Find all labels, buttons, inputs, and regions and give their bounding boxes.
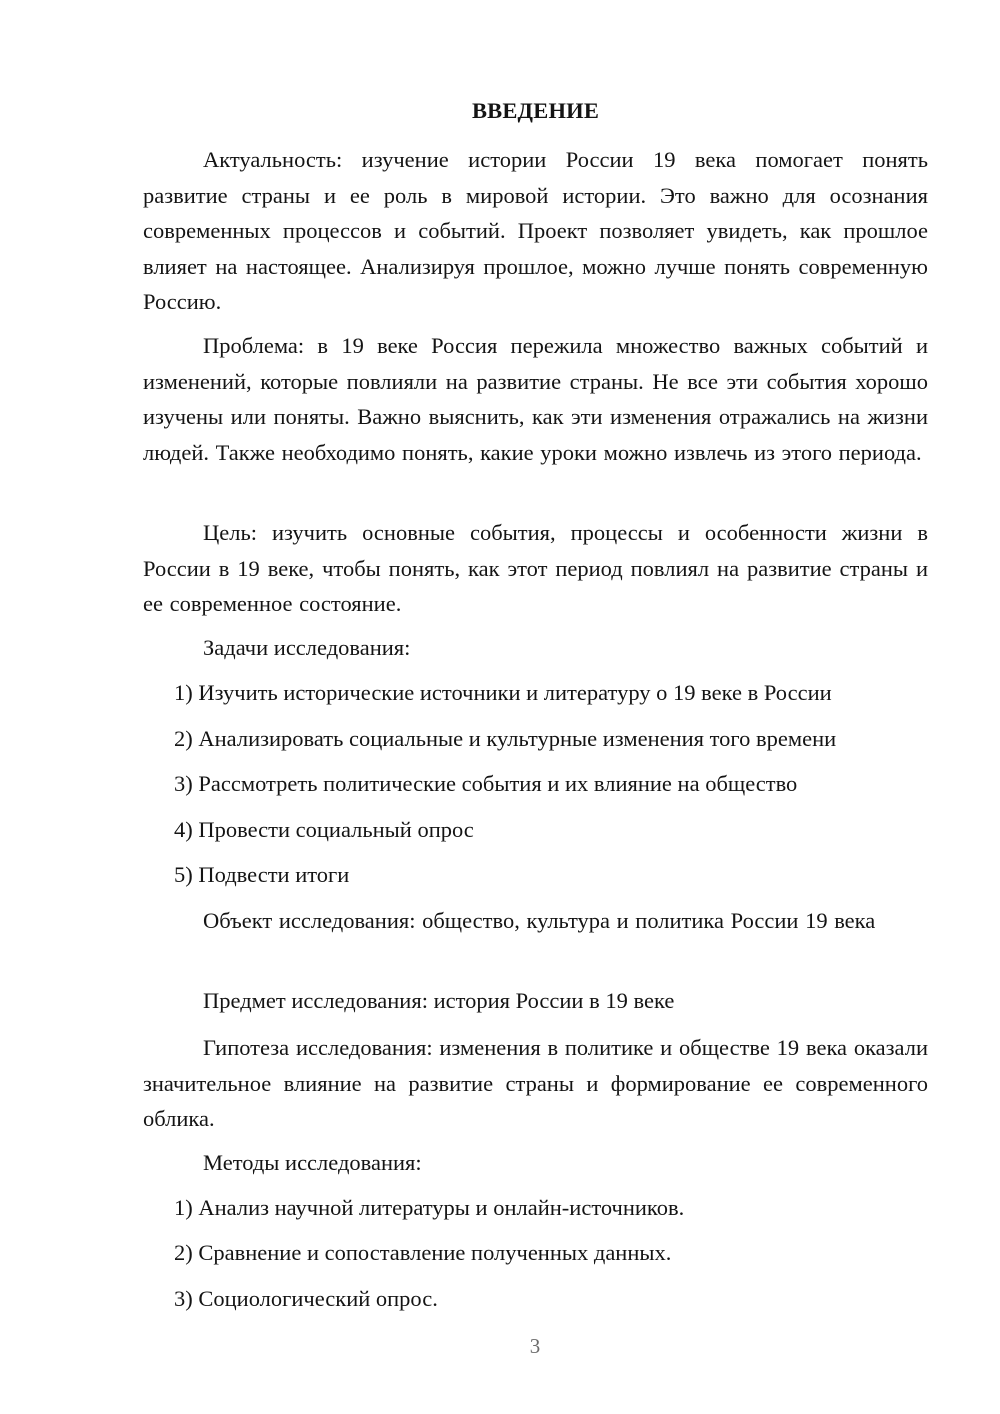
list-item: 3) Социологический опрос. (174, 1286, 438, 1311)
list-item: 1) Изучить исторические источники и литературу о 19 веке в России (174, 680, 832, 705)
problem-paragraph: Проблема: в 19 веке Россия пережила множество важных событий и изменений, которые повлияли на развитие страны. Не все эти события хорошо изучены или поняты. Важно выяснить, как эти изменения отражались на жизни людей. Также необходимо понять, какие уроки можно извлечь из этого периода. (143, 333, 928, 465)
list-item: 3) Рассмотреть политические события и их влияние на общество (174, 771, 798, 796)
hypothesis-paragraph: Гипотеза исследования: изменения в политике и обществе 19 века оказали значительное влияние на развитие страны и формирование ее современного облика. (143, 1035, 928, 1131)
page-title: ВВЕДЕНИЕ (471, 98, 600, 123)
page-number: 3 (529, 1334, 541, 1358)
object-paragraph: Объект исследования: общество, культура и политика России 19 века (203, 908, 876, 933)
list-item: 2) Анализировать социальные и культурные изменения того времени (174, 726, 837, 751)
subject-paragraph: Предмет исследования: история России в 19 веке (203, 988, 675, 1013)
goal-paragraph: Цель: изучить основные события, процессы и особенности жизни в России в 19 веке, чтобы понять, как этот период повлиял на развитие страны и ее современное состояние. (143, 520, 928, 616)
list-item: 1) Анализ научной литературы и онлайн-источников. (174, 1195, 685, 1220)
list-item: 4) Провести социальный опрос (174, 817, 474, 842)
list-item: 2) Сравнение и сопоставление полученных данных. (174, 1240, 672, 1265)
relevance-paragraph: Актуальность: изучение истории России 19 века помогает понять развитие страны и ее роль в мировой истории. Это важно для осознания современных процессов и событий. Проект позволяет увидеть, как прошлое влияет на настоящее. Анализируя прошлое, можно лучше понять современную Россию. (143, 147, 928, 314)
list-item: 5) Подвести итоги (174, 862, 350, 887)
methods-heading: Методы исследования: (203, 1150, 422, 1175)
tasks-heading: Задачи исследования: (203, 635, 411, 660)
